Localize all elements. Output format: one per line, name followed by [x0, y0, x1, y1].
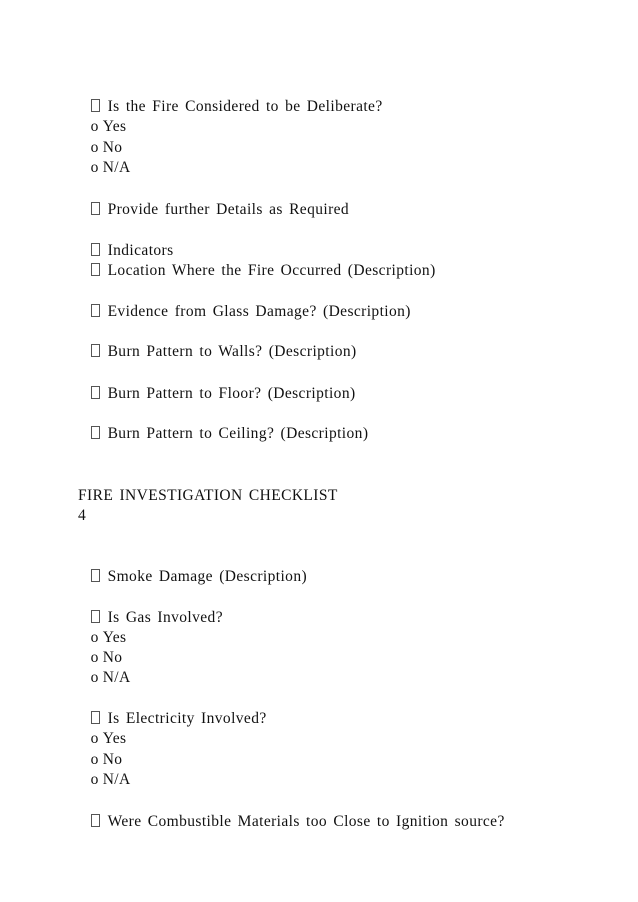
option-marker: o	[90, 669, 99, 686]
glass-item	[78, 282, 411, 322]
option-label: N/A	[102, 669, 131, 686]
checkbox-bullet-icon	[91, 344, 100, 357]
option-marker: o	[90, 629, 99, 646]
ceiling-item	[78, 404, 368, 444]
checkbox-bullet-icon	[91, 202, 100, 215]
option-label: N/A	[102, 771, 131, 788]
option-label: Yes	[102, 629, 127, 646]
option-label: No	[102, 751, 123, 768]
option-na	[78, 648, 131, 688]
option-label: Yes	[102, 730, 127, 747]
checkbox-bullet-icon	[91, 569, 100, 582]
option-marker: o	[90, 751, 99, 768]
checkbox-bullet-icon	[91, 426, 100, 439]
item-text: Smoke Damage (Description)	[107, 568, 308, 585]
option-na	[78, 750, 131, 790]
option-label: No	[102, 649, 123, 666]
item-text: Burn Pattern to Walls? (Description)	[107, 343, 357, 360]
item-text: Indicators	[107, 242, 174, 259]
option-marker: o	[90, 649, 99, 666]
option-label: No	[102, 139, 123, 156]
question-text: Is Gas Involved?	[107, 609, 223, 626]
checkbox-bullet-icon	[91, 386, 100, 399]
location-item	[78, 241, 436, 281]
option-marker: o	[90, 139, 99, 156]
page-number: 4	[78, 507, 87, 524]
walls-item	[78, 322, 357, 362]
question-text: Is the Fire Considered to be Deliberate?	[107, 98, 383, 115]
checkbox-bullet-icon	[91, 814, 100, 827]
item-text: Provide further Details as Required	[107, 201, 350, 218]
option-marker: o	[90, 730, 99, 747]
option-label: Yes	[102, 118, 127, 135]
smoke-item	[78, 547, 307, 587]
page-title: FIRE INVESTIGATION CHECKLIST	[78, 487, 338, 504]
option-marker: o	[90, 118, 99, 135]
option-marker: o	[90, 771, 99, 788]
combustible-item	[78, 792, 505, 832]
provide-details-item	[78, 180, 349, 220]
item-text: Burn Pattern to Ceiling? (Description)	[107, 425, 369, 442]
floor-item	[78, 364, 356, 404]
option-na	[78, 138, 131, 178]
option-marker: o	[90, 159, 99, 176]
question-text: Is Electricity Involved?	[107, 710, 267, 727]
item-text: Burn Pattern to Floor? (Description)	[107, 385, 356, 402]
checkbox-bullet-icon	[91, 304, 100, 317]
item-text: Evidence from Glass Damage? (Description)	[107, 303, 411, 320]
item-text: Were Combustible Materials too Close to Ignition source?	[107, 813, 505, 830]
item-text: Location Where the Fire Occurred (Description)	[107, 262, 436, 279]
checkbox-bullet-icon	[91, 263, 100, 276]
option-label: N/A	[102, 159, 131, 176]
